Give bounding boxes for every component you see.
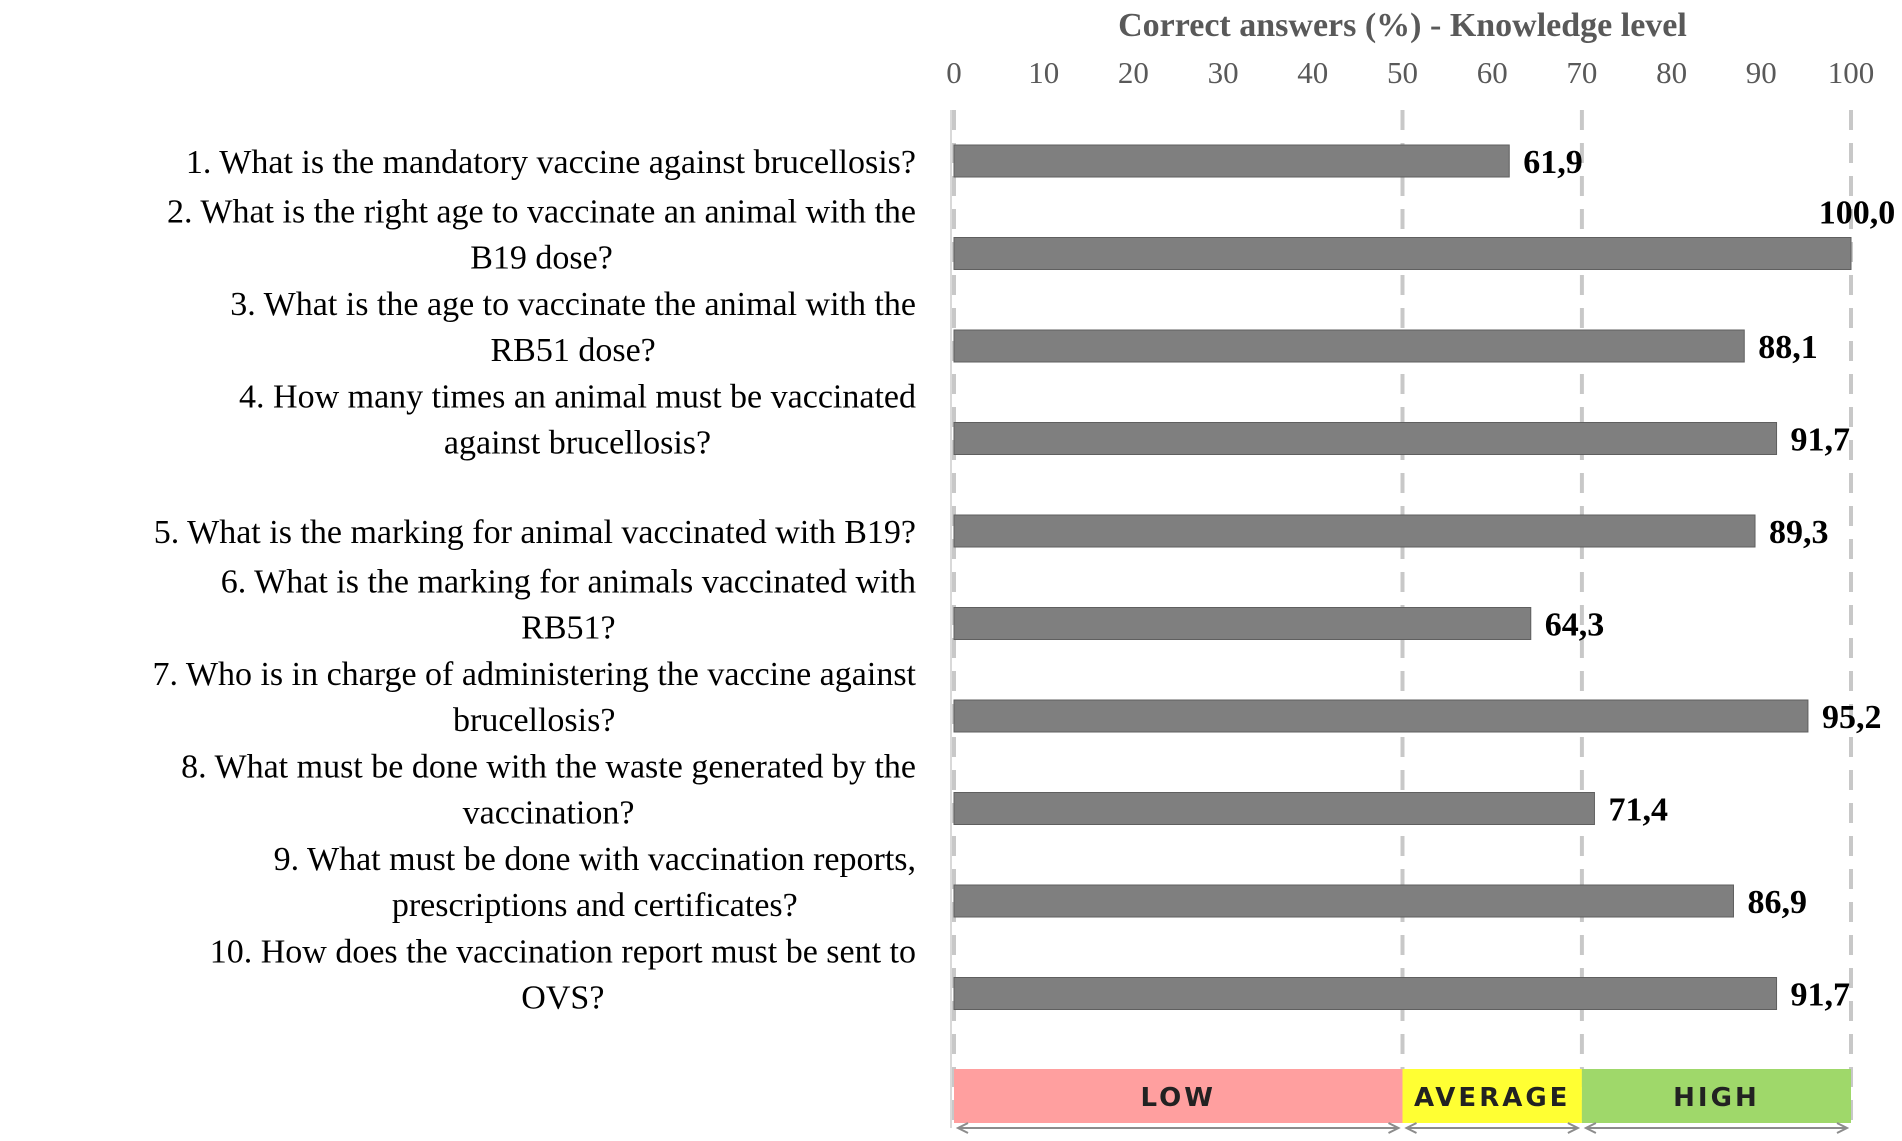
- x-tick-label: 90: [1745, 55, 1777, 90]
- category-label: 8. What must be done with the waste generated by the vaccination?: [181, 748, 916, 832]
- category-label: 6. What is the marking for animals vaccinated with RB51?: [220, 563, 916, 647]
- x-tick-label: 70: [1566, 55, 1598, 90]
- x-tick-label: 100: [1827, 55, 1875, 90]
- value-label: 91,7: [1790, 421, 1851, 459]
- bar: [954, 423, 1777, 455]
- bar: [954, 608, 1531, 640]
- x-tick-label: 0: [946, 55, 962, 90]
- bar: [954, 515, 1755, 547]
- bar: [954, 978, 1777, 1010]
- bar: [954, 145, 1509, 177]
- bar: [954, 793, 1594, 825]
- x-tick-label: 50: [1387, 55, 1418, 90]
- x-tick-label: 80: [1656, 55, 1688, 90]
- band-label: LOW: [1140, 1083, 1216, 1113]
- value-label: 61,9: [1523, 144, 1583, 181]
- value-label: 89,3: [1769, 514, 1829, 551]
- value-label: 88,1: [1758, 329, 1818, 366]
- axis-title: Correct answers (%) - Knowledge level: [1118, 7, 1687, 44]
- category-label: 5. What is the marking for animal vaccinated with B19?: [153, 514, 916, 551]
- bar: [954, 238, 1851, 270]
- band-label: AVERAGE: [1413, 1083, 1571, 1113]
- category-label: 3. What is the age to vaccinate the animal with the RB51 dose?: [230, 286, 916, 369]
- bar: [954, 700, 1808, 732]
- value-label: 71,4: [1608, 791, 1668, 829]
- x-tick-label: 10: [1028, 55, 1060, 90]
- band-label: HIGH: [1673, 1083, 1760, 1113]
- value-label: 100,0: [1818, 194, 1896, 232]
- value-label: 64,3: [1544, 606, 1605, 644]
- x-tick-label: 20: [1117, 55, 1149, 90]
- x-tick-label: 60: [1476, 55, 1508, 90]
- value-label: 86,9: [1747, 884, 1807, 921]
- category-label: 10. How does the vaccination report must be sent to OVS?: [209, 933, 916, 1017]
- x-tick-label: 30: [1207, 55, 1239, 90]
- bar: [954, 330, 1744, 362]
- category-label: 7. Who is in charge of administering the vaccine against brucellosis?: [152, 656, 916, 739]
- category-label: 2. What is the right age to vaccinate an animal with the B19 dose?: [166, 193, 916, 277]
- category-label: 4. How many times an animal must be vaccinated against brucellosis?: [239, 378, 916, 462]
- x-tick-label: 40: [1297, 55, 1329, 90]
- category-label: 9. What must be done with vaccination reports, prescriptions and certificates?: [273, 841, 916, 924]
- value-label: 91,7: [1790, 976, 1851, 1014]
- bar: [954, 885, 1733, 917]
- value-label: 95,2: [1821, 699, 1882, 736]
- category-label: 1. What is the mandatory vaccine against brucellosis?: [185, 144, 916, 181]
